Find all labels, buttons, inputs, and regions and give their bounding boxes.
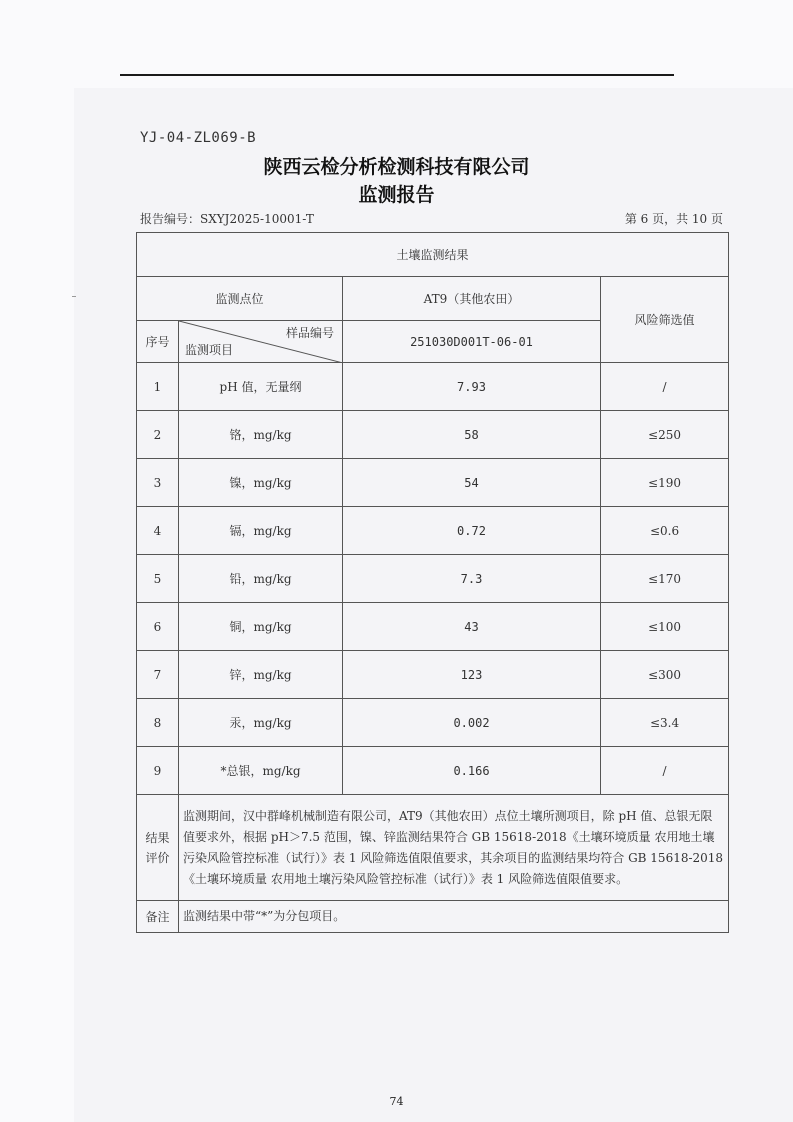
row-seq: 5 xyxy=(137,555,179,603)
row-seq: 6 xyxy=(137,603,179,651)
row-seq: 2 xyxy=(137,411,179,459)
row-value: 0.72 xyxy=(343,507,601,555)
row-limit: ≤100 xyxy=(601,603,729,651)
row-item: 汞，mg/kg xyxy=(179,699,343,747)
row-seq: 3 xyxy=(137,459,179,507)
table-row xyxy=(137,363,729,411)
company-name: 陕西云检分析检测科技有限公司 xyxy=(263,156,530,178)
conclusion-text: 监测期间，汉中群峰机械制造有限公司，AT9（其他农田）点位土壤所测项目，除 pH 值、总银无限值要求外，根据 pH＞7.5 范围，镍、锌监测结果符合 GB 15618-2018《土壤环境质量 农用地土壤污染风险管控标准（试行）》表 1 风险筛选值限值要求，其余项目的监测结果均符合 GB 15618-2018《土壤环境质量 农用地土壤污染风险管控标准（试行）》表 1 风险筛选值限值要求。 xyxy=(179,795,729,901)
row-value: 123 xyxy=(343,651,601,699)
row-seq: 7 xyxy=(137,651,179,699)
table-row xyxy=(137,411,729,459)
row-value: 0.166 xyxy=(343,747,601,795)
conclusion-label xyxy=(137,795,179,901)
row-seq: 9 xyxy=(137,747,179,795)
report-number: 报告编号：SXYJ2025-10001-T xyxy=(140,212,314,226)
row-item: 镉，mg/kg xyxy=(179,507,343,555)
table-row xyxy=(137,651,729,699)
report-title: 监测报告 xyxy=(358,184,435,206)
sample-no-label: 样品编号 xyxy=(285,326,334,340)
conclusion-label-line-2: 评价 xyxy=(145,850,170,865)
soil-monitoring-table xyxy=(136,232,729,933)
header-rule xyxy=(120,74,674,76)
row-limit: ≤0.6 xyxy=(601,507,729,555)
row-value: 7.93 xyxy=(343,363,601,411)
row-seq: 8 xyxy=(137,699,179,747)
row-item: 铜，mg/kg xyxy=(179,603,343,651)
row-limit: / xyxy=(601,363,729,411)
row-item: 铬，mg/kg xyxy=(179,411,343,459)
row-limit: / xyxy=(601,747,729,795)
row-value: 58 xyxy=(343,411,601,459)
row-value: 54 xyxy=(343,459,601,507)
table-row xyxy=(137,507,729,555)
table-row xyxy=(137,699,729,747)
conclusion-label-line-1: 结果 xyxy=(145,830,170,845)
row-item: 铅，mg/kg xyxy=(179,555,343,603)
page-info: 第 6 页，共 10 页 xyxy=(624,212,723,226)
row-value: 43 xyxy=(343,603,601,651)
screening-header: 风险筛选值 xyxy=(601,277,729,363)
row-item: 镍，mg/kg xyxy=(179,459,343,507)
row-value: 0.002 xyxy=(343,699,601,747)
document-code: YJ-04-ZL069-B xyxy=(140,130,257,146)
row-item: pH 值，无量纲 xyxy=(179,363,343,411)
row-seq: 1 xyxy=(137,363,179,411)
section-title: 土壤监测结果 xyxy=(137,233,729,277)
row-limit: ≤3.4 xyxy=(601,699,729,747)
scan-edge-mark xyxy=(72,296,76,297)
table-row xyxy=(137,747,729,795)
data-rows xyxy=(137,363,729,795)
page-number: 74 xyxy=(389,1095,404,1108)
seq-header: 序号 xyxy=(137,321,179,363)
location-label: 监测点位 xyxy=(137,277,343,321)
item-label: 监测项目 xyxy=(185,343,234,357)
diagonal-header-cell xyxy=(179,321,343,363)
row-limit: ≤190 xyxy=(601,459,729,507)
notes-text: 监测结果中带“*”为分包项目。 xyxy=(179,901,729,933)
row-limit: ≤300 xyxy=(601,651,729,699)
row-limit: ≤170 xyxy=(601,555,729,603)
row-item: 锌，mg/kg xyxy=(179,651,343,699)
table-row xyxy=(137,603,729,651)
row-value: 7.3 xyxy=(343,555,601,603)
table-row xyxy=(137,459,729,507)
row-limit: ≤250 xyxy=(601,411,729,459)
row-seq: 4 xyxy=(137,507,179,555)
sample-number: 251030D001T-06-01 xyxy=(343,321,601,363)
row-item: *总银，mg/kg xyxy=(179,747,343,795)
location-value: AT9（其他农田） xyxy=(343,277,601,321)
table-row xyxy=(137,555,729,603)
notes-label: 备注 xyxy=(137,901,179,933)
